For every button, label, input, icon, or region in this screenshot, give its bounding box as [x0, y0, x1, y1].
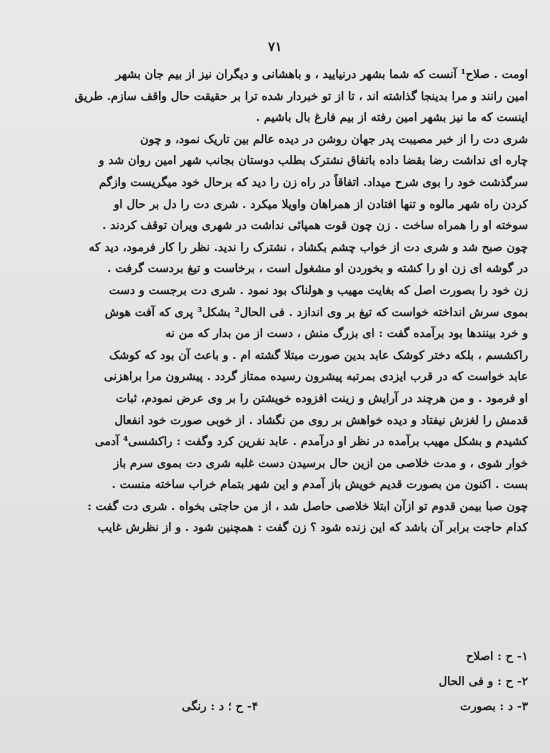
text-line: کدام حاجت برابر آن باشد که این زنده شود ؟ زن گفت : همچنین شود . و از نظرش غایب — [97, 520, 528, 535]
text-line: کردن راه شهر مالوه و تنها افتادن از همراهان واویلا میکرد . شری دت را دل بر حال او — [113, 196, 528, 211]
text-line: چون صبا بیمن قدوم تو ازآن ابتلا خلاصی حاصل شد ، از من حاجتی بخواه . شری دت گفت : — [87, 498, 528, 513]
text-line: سرگذشت خود را بوی شرح میداد. اتفاقاً در راه زن را دید که برحال خود میگریست وازگم — [98, 174, 528, 189]
footnote-2: ۲- ح : و فی الحال — [438, 674, 528, 688]
footnote-1: ۱- ح : اصلاح — [466, 649, 528, 663]
text-line: قدمش را لغزش نیفتاد و دیده خواهش بر روی من نگشاد . از خوبی صورت خود انفعال — [114, 412, 528, 427]
text-line: اومت . صلاح¹ آنست که شما بشهر درنیایید ، و باهشانی و دیگران نیز از بیم جان بشهر — [115, 67, 528, 81]
text-line: او فرمود . و من هرچند در آرایش و زینت افزوده خویشتن را بر وی عرض نمودم، ثبات — [115, 390, 528, 405]
text-line: و خرد بینندها بود برآمده گفت : ای بزرگ منش ، دست از من بدار که من نه — [165, 326, 528, 341]
text-line: چون صبح شد و شری دت از خواب چشم بکشاد ، نشترک را ندید. نظر را کار فرمود، دید که — [88, 239, 528, 254]
text-line: امین رانند و مرا بدینجا گذاشته اند ، تا از تو خبردار شده ترا بر حقیقت حال واقف سازم. طریق — [74, 88, 528, 103]
text-line: راکشسم ، بلکه دختر کوشک عابد بدین صورت مبتلا گشته ام . و باعث آن بود که کوشک — [109, 347, 528, 362]
text-line: اینست که ما نیز بشهر امین رفته از بیم فارغ بال باشیم . — [255, 110, 528, 125]
footnotes — [22, 638, 528, 738]
footnote-4: ۴- ح ؛ د : رنگی — [181, 699, 258, 713]
text-line: عابد خواست که در قرب ایزدی بمرتبه پیشرون رسیده ممتاز گردد . پیشرون مرا براهزنی — [103, 369, 528, 384]
footnote-3: ۳- د : بصورت — [460, 699, 528, 713]
body-text — [22, 64, 528, 539]
text-line: سوخته او را همراه ساخت . زن چون قوت همپائی نداشت در شهری ویران توقف کردند . — [102, 218, 528, 233]
text-line: در گوشه ای زن او را کشته و بخوردن او مشغول است ، برخاست و تیغ بردست گرفت . — [107, 261, 528, 276]
text-line: زن خود را بصورت اصل که بغایت مهیب و هولناک بود نمود . شری دت برجست و دست — [109, 282, 528, 297]
text-line: بموی سرش انداخته خواست که تیغ بر وی اندازد . فی الحال² بشکل³ پری که آفت هوش — [104, 304, 528, 319]
text-line: خوار شوی ، و مدت خلاصی من ازین حال برسیدن دست غلبه شری دت بموی سرم باز — [113, 455, 528, 470]
page-number: ۷۱ — [268, 40, 282, 55]
text-line: شری دت را از خبر مصیبت پدر جهان روشن در دیده عالم بین تاریک نمود، و چون — [140, 131, 528, 146]
text-line: کشیدم و بشکل مهیب برآمده در نظر او درآمدم . عابد نفرین کرد وگفت : راکشسی⁴ آدمی — [95, 434, 528, 449]
text-line: چاره ای نداشت رضا بقضا داده باتفاق نشترک بطلب دوستان بجانب شهر امین روان شد و — [98, 153, 528, 168]
text-line: بست . اکنون من بصورت قدیم خویش باز آمدم و این شهر بتمام خراب ساخته منست . — [111, 477, 528, 492]
